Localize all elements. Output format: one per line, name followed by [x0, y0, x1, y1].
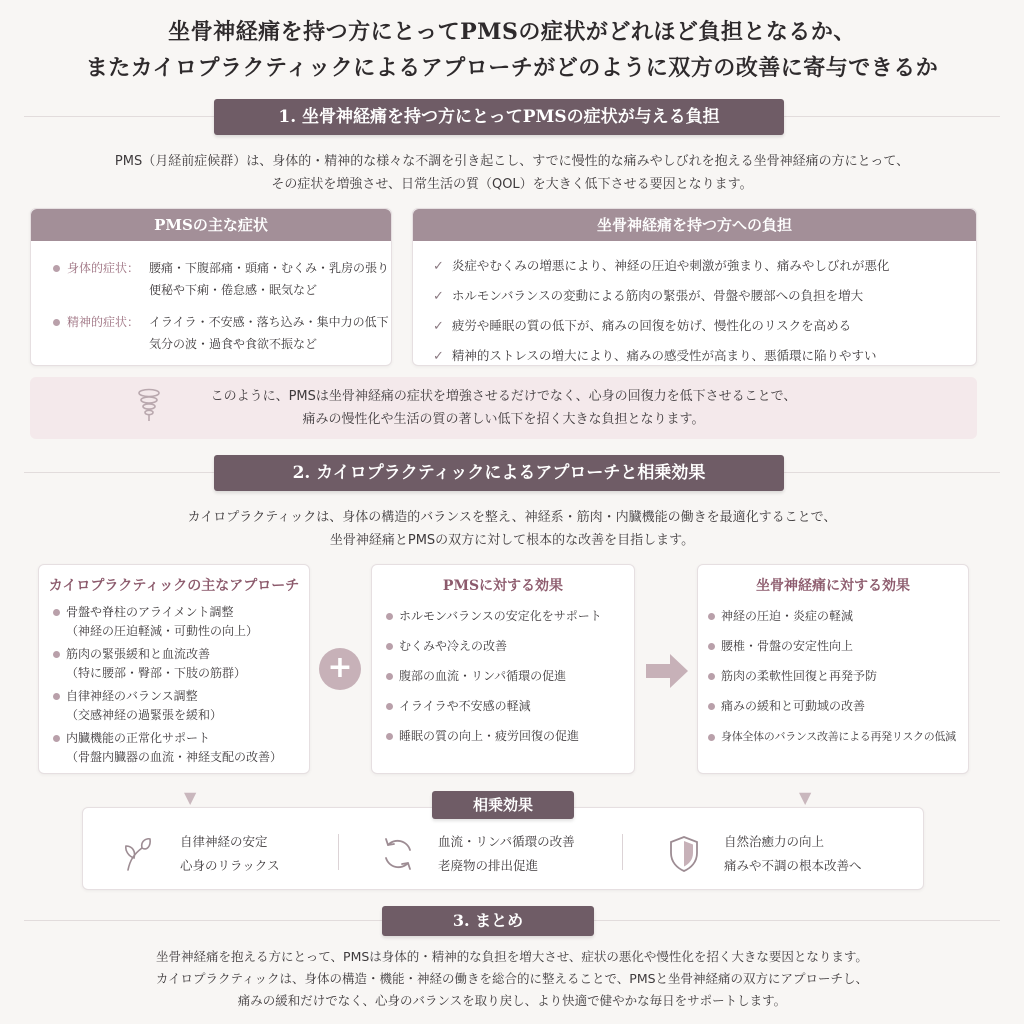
divider: [622, 834, 623, 870]
bullet-dot: [386, 643, 393, 650]
list-item: [386, 727, 634, 746]
synergy-line: 自然治癒力の向上: [724, 834, 825, 849]
title-line-1: 坐骨神経痛を持つ方にとってPMSの症状がどれほど負担となるか、: [168, 19, 856, 45]
symptom-label: 身体的症状：: [67, 261, 140, 275]
summary-line-2: 痛みの慢性化や生活の質の著しい低下を招く大きな負担となります。: [302, 412, 705, 427]
list-item: [433, 251, 976, 281]
list-item: [53, 603, 309, 641]
synergy-line: 痛みや不調の根本改善へ: [724, 858, 862, 873]
symptom-text: 腰痛・下腹部痛・頭痛・むくみ・乳房の張り: [149, 261, 390, 275]
synergy-line: 心身のリラックス: [180, 858, 280, 873]
pms-symptoms-card-title: PMSの主な症状: [31, 209, 391, 241]
bullet-dot: [708, 703, 715, 710]
list-item: [53, 729, 309, 767]
arrow-down-icon: ▼: [799, 788, 812, 807]
arrow-right-icon: [644, 652, 690, 690]
synergy-heading: 相乗効果: [432, 791, 574, 819]
list-item-text: 腰椎・骨盤の安定性向上: [721, 639, 854, 653]
section2-intro-line-2: 坐骨神経痛とPMSの双方に対して根本的な改善を目指します。: [329, 533, 695, 548]
pms-symptoms-card: [30, 208, 392, 366]
bullet-dot: [708, 673, 715, 680]
section3-line-2: カイロプラクティックは、身体の構造・機能・神経の働きを総合的に整えることで、PMSと坐骨神経痛の双方にアプローチし、: [155, 971, 869, 986]
check-icon: ✓: [433, 319, 444, 334]
section3-summary: [0, 946, 1024, 1012]
symptom-text: イライラ・不安感・落ち込み・集中力の低下: [149, 315, 389, 329]
bullet-dot: [53, 265, 60, 272]
bullet-dot: [386, 703, 393, 710]
pms-effects-card: [371, 564, 635, 774]
list-item: [433, 311, 976, 341]
title-line-2: またカイロプラクティックによるアプローチがどのように双方の改善に寄与できるか: [85, 55, 939, 81]
list-item: [386, 637, 634, 656]
list-item: [433, 281, 976, 311]
shield-icon: [668, 835, 700, 873]
symptom-row-mental: [53, 311, 391, 355]
section3-heading: 3. まとめ: [382, 906, 594, 936]
list-item: [433, 341, 976, 371]
sciatica-burden-card: [412, 208, 977, 366]
bullet-dot: [708, 734, 715, 741]
list-item-text: 筋肉の緊張緩和と血流改善: [66, 647, 211, 661]
divider: [338, 834, 339, 870]
bullet-dot: [708, 613, 715, 620]
bullet-dot: [386, 613, 393, 620]
section3-line-1: 坐骨神経痛を抱える方にとって、PMSは身体的・精神的な負担を増大させ、症状の悪化や慢性化を招く大きな要因となります。: [156, 949, 868, 964]
pms-effects-card-title: PMSに対する効果: [442, 578, 564, 594]
list-item-text: 腹部の血流・リンパ循環の促進: [399, 669, 567, 683]
list-item-text: 疲労や睡眠の質の低下が、痛みの回復を妨げ、慢性化のリスクを高める: [451, 318, 852, 333]
list-item: [708, 667, 968, 686]
list-item: [53, 687, 309, 725]
arrow-down-icon: ▼: [184, 788, 197, 807]
burden-list: [413, 241, 976, 371]
bullet-dot: [708, 643, 715, 650]
synergy-item: [380, 830, 575, 878]
list-item-text: 身体全体のバランス改善による再発リスクの低減: [721, 730, 956, 743]
bullet-dot: [386, 673, 393, 680]
bullet-dot: [53, 651, 60, 658]
section2-heading: 2. カイロプラクティックによるアプローチと相乗効果: [214, 455, 784, 491]
summary-line-1: このように、PMSは坐骨神経痛の症状を増強させるだけでなく、心身の回復力を低下させることで、: [210, 389, 797, 404]
page-title: [0, 14, 1024, 86]
section2-intro: [0, 506, 1024, 552]
bullet-dot: [53, 735, 60, 742]
list-item-text: 睡眠の質の向上・疲労回復の促進: [399, 729, 580, 743]
approach-card: [38, 564, 310, 774]
symptom-label: 精神的症状：: [67, 315, 140, 329]
bullet-dot: [53, 693, 60, 700]
list-item-text: 炎症やむくみの増悪により、神経の圧迫や刺激が強まり、痛みやしびれが悪化: [451, 258, 890, 273]
sciatica-effects-card: [697, 564, 969, 774]
symptom-text: 便秘や下痢・倦怠感・眠気など: [149, 283, 318, 297]
synergy-line: 血流・リンパ循環の改善: [438, 834, 575, 849]
synergy-item: [668, 830, 862, 878]
list-item-text: むくみや冷えの改善: [399, 639, 508, 653]
list-item-text: ホルモンバランスの変動による筋肉の緊張が、骨盤や腰部への負担を増大: [451, 288, 864, 303]
sciatica-effects-card-title: 坐骨神経痛に対する効果: [756, 578, 910, 594]
bullet-dot: [53, 319, 60, 326]
list-item-subtext: （特に腰部・臀部・下肢の筋群）: [66, 666, 247, 680]
leaf-icon: [122, 836, 154, 872]
symptom-text: 気分の波・過食や食欲不振など: [149, 337, 318, 351]
list-item: [386, 607, 634, 626]
synergy-line: 自律神経の安定: [180, 834, 268, 849]
list-item-text: 筋肉の柔軟性回復と再発予防: [721, 669, 878, 683]
list-item-text: 内臓機能の正常化サポート: [66, 731, 211, 745]
list-item-text: イライラや不安感の軽減: [399, 699, 531, 713]
cycle-icon: [380, 836, 416, 872]
synergy-line: 老廃物の排出促進: [438, 858, 539, 873]
plus-icon: +: [319, 648, 361, 690]
list-item: [53, 645, 309, 683]
list-item-text: 神経の圧迫・炎症の軽減: [721, 609, 854, 623]
synergy-item: [122, 830, 280, 878]
bullet-dot: [386, 733, 393, 740]
list-item-text: 精神的ストレスの増大により、痛みの感受性が高まり、悪循環に陥りやすい: [451, 348, 877, 363]
list-item-subtext: （交感神経の過緊張を緩和）: [66, 708, 223, 722]
check-icon: ✓: [433, 259, 444, 274]
list-item: [708, 637, 968, 656]
symptom-row-physical: [53, 257, 391, 301]
list-item: [708, 607, 968, 626]
section1-intro-line-2: その症状を増強させ、日常生活の質（QOL）を大きく低下させる要因となります。: [271, 177, 753, 192]
check-icon: ✓: [433, 289, 444, 304]
list-item: [386, 667, 634, 686]
sciatica-burden-card-title: 坐骨神経痛を持つ方への負担: [413, 209, 976, 241]
summary-callout: [30, 377, 977, 439]
check-icon: ✓: [433, 349, 444, 364]
list-item-text: 痛みの緩和と可動域の改善: [721, 699, 866, 713]
bullet-dot: [53, 609, 60, 616]
approach-card-title: カイロプラクティックの主なアプローチ: [48, 578, 300, 594]
list-item-text: 骨盤や脊柱のアライメント調整: [66, 605, 234, 619]
list-item-text: 自律神経のバランス調整: [66, 689, 198, 703]
section1-intro: [0, 150, 1024, 196]
list-item-subtext: （神経の圧迫軽減・可動性の向上）: [66, 624, 259, 638]
list-item: [708, 727, 968, 746]
list-item: [708, 697, 968, 716]
section1-intro-line-1: PMS（月経前症候群）は、身体的・精神的な様々な不調を引き起こし、すでに慢性的な痛みやしびれを抱える坐骨神経痛の方にとって、: [114, 154, 910, 169]
list-item: [386, 697, 634, 716]
section1-heading: 1. 坐骨神経痛を持つ方にとってPMSの症状が与える負担: [214, 99, 784, 135]
section3-line-3: 痛みの緩和だけでなく、心身のバランスを取り戻し、より快適で健やかな毎日をサポートします。: [237, 993, 787, 1008]
list-item-subtext: （骨盤内臓器の血流・神経支配の改善）: [66, 750, 283, 764]
list-item-text: ホルモンバランスの安定化をサポート: [399, 609, 602, 623]
section2-intro-line-1: カイロプラクティックは、身体の構造的バランスを整え、神経系・筋肉・内臓機能の働きを最適化することで、: [187, 510, 837, 525]
